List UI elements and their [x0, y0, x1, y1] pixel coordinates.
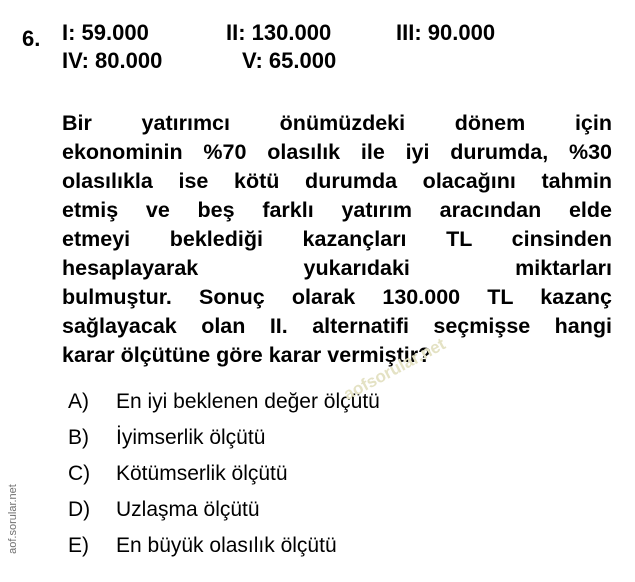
given-value-iii: III: 90.000: [396, 20, 496, 45]
stem-line: etmeyi beklediği kazançları TL cinsinden: [62, 227, 612, 251]
option-text: En iyi beklenen değer ölçütü: [116, 390, 380, 413]
stem-line: hesaplayarak yukarıdaki miktarları: [62, 256, 612, 280]
stem-line: bulmuştur. Sonuç olarak 130.000 TL kazanç: [62, 285, 612, 309]
option-letter: D): [68, 498, 91, 521]
stem-line: etmiş ve beş farklı yatırım aracından elde: [62, 198, 612, 222]
option-letter: C): [68, 462, 91, 485]
option-letter: B): [68, 426, 89, 449]
option-text: İyimserlik ölçütü: [116, 426, 266, 449]
stem-line: ekonominin %70 olasılık ile iyi durumda, %30: [62, 140, 612, 164]
stem-line: Bir yatırımcı önümüzdeki dönem için: [62, 111, 612, 135]
stem-line: olasılıkla ise kötü durumda olacağını tahmin: [62, 169, 612, 193]
given-value-i: I: 59.000: [62, 20, 149, 45]
stem-line: karar ölçütüne göre karar vermiştir?: [62, 343, 432, 367]
watermark-side: aof.sorular.net: [7, 484, 19, 554]
option-text: En büyük olasılık ölçütü: [116, 534, 337, 557]
option-text: Uzlaşma ölçütü: [116, 498, 260, 521]
watermark-diagonal: aofsorular.net: [340, 334, 449, 404]
given-value-v: V: 65.000: [242, 48, 337, 73]
given-value-ii: II: 130.000: [226, 20, 332, 45]
question-stem: [62, 109, 612, 370]
option-letter: E): [68, 534, 89, 557]
question-number: 6.: [22, 26, 41, 51]
given-value-iv: IV: 80.000: [62, 48, 163, 73]
option-letter: A): [68, 390, 89, 413]
option-text: Kötümserlik ölçütü: [116, 462, 288, 485]
stem-line: sağlayacak olan II. alternatifi seçmişse hangi: [62, 314, 612, 338]
